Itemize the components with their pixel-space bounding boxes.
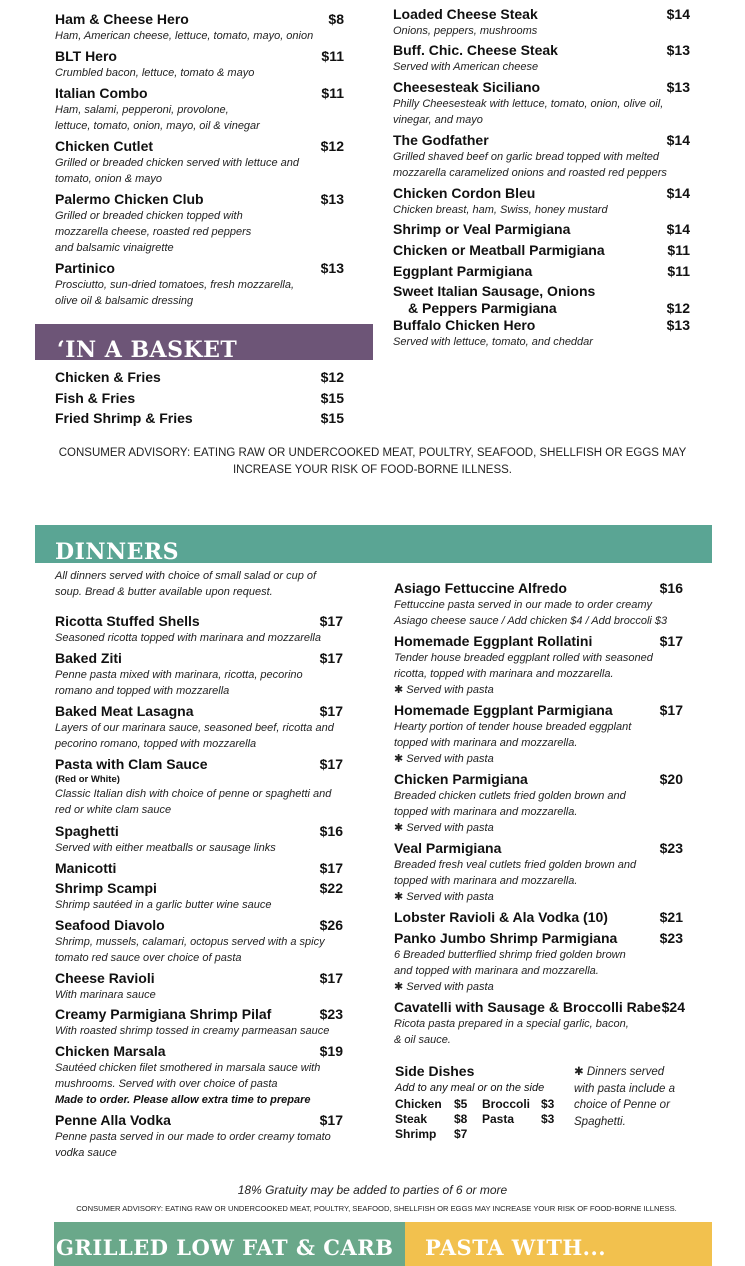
item-price: $16: [659, 580, 683, 596]
side-name: Chicken: [395, 1097, 442, 1111]
note-line: Spaghetti.: [574, 1115, 626, 1128]
item-description: tomato red sauce over choice of pasta: [55, 952, 242, 964]
menu-item: [55, 191, 344, 256]
intro-line: soup. Bread & butter available upon request.: [55, 586, 273, 598]
section-banner-pasta: [405, 1222, 712, 1266]
item-description: pecorino romano, topped with mozzarella: [55, 738, 257, 750]
menu-item: [394, 580, 683, 629]
side-dishes-title: Side Dishes: [395, 1063, 475, 1079]
item-price: $20: [659, 771, 683, 787]
menu-item: [394, 999, 685, 1048]
menu-item: [393, 6, 690, 39]
list-item: [55, 408, 344, 429]
item-price: $11: [667, 263, 690, 279]
item-description: Served with American cheese: [393, 61, 539, 73]
section-title: ‘IN A BASKET: [57, 337, 238, 363]
menu-item: [394, 702, 683, 767]
menu-item: [393, 283, 690, 317]
menu-item: [394, 840, 683, 905]
item-price: $17: [659, 633, 683, 649]
item-price: $11: [321, 48, 344, 64]
menu-item: [55, 11, 344, 44]
item-price: $19: [319, 1043, 343, 1059]
served-with-pasta-note: ✱ Served with pasta: [394, 822, 494, 834]
section-title: DINNERS: [55, 539, 180, 565]
item-description: romano and topped with mozzarella: [55, 685, 230, 697]
menu-item: [393, 263, 690, 280]
item-description: Fettuccine pasta served in our made to order creamy: [394, 599, 653, 611]
served-with-pasta-note: ✱ Served with pasta: [394, 891, 494, 903]
item-name: Manicotti: [55, 860, 117, 876]
item-name: Palermo Chicken Club: [55, 191, 204, 207]
item-description: Served with lettuce, tomato, and cheddar: [393, 336, 593, 348]
item-description: ricotta, topped with marinara and mozzarella.: [394, 668, 614, 680]
menu-item: [55, 970, 343, 1003]
section-title: PASTA WITH...: [425, 1235, 607, 1260]
menu-item: [55, 85, 344, 134]
item-price: $17: [319, 703, 343, 719]
item-bold-note: Made to order. Please allow extra time to prepare: [55, 1094, 311, 1106]
item-description: Seasoned ricotta topped with marinara and mozzarella: [55, 632, 321, 644]
note-line: choice of Penne or: [574, 1099, 670, 1111]
menu-item: [393, 242, 690, 259]
menu-item: [55, 138, 344, 187]
item-description: Breaded fresh veal cutlets fried golden brown and: [394, 859, 637, 871]
menu-item: [55, 860, 343, 877]
side-price: $3: [541, 1112, 555, 1126]
item-name: BLT Hero: [55, 48, 117, 64]
side-name: Steak: [395, 1112, 428, 1126]
item-name: Homemade Eggplant Rollatini: [394, 633, 593, 649]
item-price: $16: [319, 823, 343, 839]
note-line: ✱ Dinners served: [574, 1066, 665, 1078]
item-description: Grilled shaved beef on garlic bread topped with melted: [393, 151, 659, 163]
side-price: $7: [454, 1127, 468, 1141]
item-price: $12: [666, 300, 690, 316]
item-price: $17: [319, 613, 343, 629]
menu-item: [55, 260, 344, 309]
item-description: Penne pasta served in our made to order creamy tomato: [55, 1131, 331, 1143]
item-description: topped with marinara and mozzarella.: [394, 737, 578, 749]
item-description: vinegar, and mayo: [393, 114, 483, 126]
menu-item: [393, 132, 690, 181]
note-line: with pasta include a: [574, 1082, 676, 1095]
item-price: $11: [667, 242, 690, 258]
item-description: Served with either meatballs or sausage links: [55, 842, 276, 854]
item-name: Spaghetti: [55, 823, 119, 839]
menu-item: [55, 703, 343, 752]
menu-item: [55, 823, 343, 856]
menu-item: [55, 917, 343, 966]
item-description: mozzarella cheese, roasted red peppers: [55, 226, 252, 238]
item-description: Breaded chicken cutlets fried golden brown and: [394, 790, 626, 802]
menu-item: [393, 79, 690, 128]
item-description: Ricota pasta prepared in a special garlic, bacon,: [394, 1018, 629, 1030]
item-description: Grilled or breaded chicken served with lettuce and: [55, 157, 299, 169]
item-description: olive oil & balsamic dressing: [55, 295, 194, 307]
item-description: & oil sauce.: [394, 1034, 451, 1046]
item-description: Ham, American cheese, lettuce, tomato, mayo, onion: [55, 30, 314, 42]
item-price: $24: [661, 999, 685, 1015]
item-price: $13: [320, 260, 344, 276]
item-price: $14: [666, 6, 690, 22]
menu-item: [55, 1006, 343, 1039]
side-price: $3: [541, 1097, 555, 1111]
item-price: $12: [320, 138, 344, 154]
item-description: Crumbled bacon, lettuce, tomato & mayo: [55, 67, 255, 79]
served-with-pasta-note: ✱ Served with pasta: [394, 753, 494, 765]
item-name: Chicken & Fries: [55, 369, 161, 385]
item-price: $22: [319, 880, 343, 896]
item-name: Loaded Cheese Steak: [393, 6, 538, 22]
item-name: Panko Jumbo Shrimp Parmigiana: [394, 930, 618, 946]
section-banner-basket: [35, 324, 373, 363]
item-name: Creamy Parmigiana Shrimp Pilaf: [55, 1006, 272, 1022]
consumer-advisory: [30, 445, 715, 479]
item-name: Italian Combo: [55, 85, 148, 101]
item-price: $17: [319, 860, 343, 876]
item-description: Tender house breaded eggplant rolled with seasoned: [394, 652, 653, 664]
item-description: Shrimp sautéed in a garlic butter wine sauce: [55, 899, 272, 911]
item-name: Ricotta Stuffed Shells: [55, 613, 200, 629]
item-description: vodka sauce: [55, 1147, 117, 1159]
list-item: [55, 367, 344, 388]
item-description: Shrimp, mussels, calamari, octopus served with a spicy: [55, 936, 325, 948]
item-name: Fish & Fries: [55, 389, 136, 406]
item-price: $17: [319, 650, 343, 666]
item-name: Shrimp or Veal Parmigiana: [393, 221, 571, 237]
item-price: $26: [319, 917, 343, 933]
item-name: Cavatelli with Sausage & Broccolli Rabe: [394, 999, 661, 1015]
item-name: Fried Shrimp & Fries: [55, 410, 193, 426]
item-name: Buffalo Chicken Hero: [393, 317, 536, 333]
item-description: lettuce, tomato, onion, mayo, oil & vinegar: [55, 120, 260, 132]
basket-list: [55, 367, 344, 429]
item-name: Chicken or Meatball Parmigiana: [393, 242, 605, 258]
item-description: Philly Cheesesteak with lettuce, tomato, onion, olive oil,: [393, 98, 664, 110]
side-name: Broccoli: [482, 1097, 531, 1111]
side-dishes-grid: [395, 1097, 565, 1143]
side-dishes-subtitle: Add to any meal or on the side: [395, 1082, 545, 1094]
item-price: $14: [666, 221, 690, 237]
intro-line: All dinners served with choice of small salad or cup of: [55, 570, 317, 582]
item-name: Asiago Fettuccine Alfredo: [394, 580, 567, 596]
menu-item: [394, 771, 683, 836]
item-description: red or white clam sauce: [55, 804, 172, 816]
item-description: and topped with marinara and mozzarella.: [394, 965, 599, 977]
menu-item: [55, 650, 343, 699]
item-price: $12: [320, 369, 344, 385]
item-name: Buff. Chic. Cheese Steak: [393, 42, 558, 58]
item-price: $15: [320, 410, 344, 426]
item-description: Onions, peppers, mushrooms: [393, 25, 538, 37]
item-name: Chicken Cordon Bleu: [393, 185, 536, 201]
side-name: Pasta: [482, 1112, 515, 1126]
served-with-pasta-note: ✱ Served with pasta: [394, 684, 494, 696]
section-banner-grilled: [54, 1222, 405, 1266]
item-description: With roasted shrimp tossed in creamy parmeasan sauce: [55, 1025, 330, 1037]
item-price: $17: [659, 702, 683, 718]
menu-item: [55, 756, 343, 818]
menu-item: [55, 880, 343, 913]
item-description: Classic Italian dish with choice of penne or spaghetti and: [55, 788, 332, 800]
item-price: $13: [320, 191, 344, 207]
item-price: $14: [666, 132, 690, 148]
item-price: $13: [666, 317, 690, 333]
item-price: $23: [659, 930, 683, 946]
item-description: Hearty portion of tender house breaded eggplant: [394, 721, 632, 733]
item-description: topped with marinara and mozzarella.: [394, 875, 578, 887]
advisory-line: INCREASE YOUR RISK OF FOOD-BORNE ILLNESS.: [232, 464, 513, 476]
item-name: Cheesesteak Siciliano: [393, 79, 541, 95]
item-name: Partinico: [55, 260, 115, 276]
list-item: [55, 388, 344, 409]
pasta-choice-note: [574, 1064, 704, 1130]
menu-item: [394, 633, 683, 698]
side-price: $8: [454, 1112, 468, 1126]
item-note: (Red or White): [55, 774, 120, 785]
menu-item: [394, 930, 683, 995]
item-price: $17: [319, 1112, 343, 1128]
advisory-line: CONSUMER ADVISORY: EATING RAW OR UNDERCOOKED MEAT, POULTRY, SEAFOOD, SHELLFISH OR EGGS MAY: [58, 447, 687, 459]
item-description: and balsamic vinaigrette: [55, 242, 174, 254]
side-price: $5: [454, 1097, 468, 1111]
item-description: Ham, salami, pepperoni, provolone,: [55, 104, 229, 116]
item-description: Prosciutto, sun-dried tomatoes, fresh mozzarella,: [55, 279, 295, 291]
item-description: mozzarella caramelized onions and roasted red peppers: [393, 167, 667, 179]
item-name: Baked Ziti: [55, 650, 122, 666]
item-description: Layers of our marinara sauce, seasoned beef, ricotta and: [55, 722, 334, 734]
item-name: Baked Meat Lasagna: [55, 703, 194, 719]
item-description: 6 Breaded butterflied shrimp fried golden brown: [394, 949, 626, 961]
item-name: Shrimp Scampi: [55, 880, 157, 896]
served-with-pasta-note: ✱ Served with pasta: [394, 981, 494, 993]
item-name: Eggplant Parmigiana: [393, 263, 533, 279]
item-name: Chicken Parmigiana: [394, 771, 528, 787]
side-dishes: [395, 1063, 565, 1143]
item-price: $8: [328, 11, 344, 27]
item-description: topped with marinara and mozzarella.: [394, 806, 578, 818]
item-name: Sweet Italian Sausage, Onions: [393, 283, 596, 299]
menu-item: [393, 42, 690, 75]
item-description: Asiago cheese sauce / Add chicken $4 / Add broccoli $3: [394, 615, 668, 627]
menu-item: [55, 1043, 343, 1108]
gratuity-note: 18% Gratuity may be added to parties of 6 or more: [237, 1183, 508, 1197]
item-name: Penne Alla Vodka: [55, 1112, 171, 1128]
menu-item: [55, 1112, 343, 1161]
item-description: Sautéed chicken filet smothered in marsala sauce with: [55, 1062, 321, 1074]
item-price: $15: [320, 389, 344, 406]
item-name: Lobster Ravioli & Ala Vodka (10): [394, 909, 608, 925]
side-name: Shrimp: [395, 1127, 437, 1141]
item-price: $11: [321, 85, 344, 101]
item-price: $13: [666, 79, 690, 95]
item-price: $23: [319, 1006, 343, 1022]
section-title: GRILLED LOW FAT & CARB: [56, 1235, 394, 1260]
item-description: With marinara sauce: [55, 989, 156, 1001]
item-name-line2: & Peppers Parmigiana: [408, 300, 557, 316]
dinners-intro: [55, 568, 355, 600]
menu-item: [55, 613, 343, 646]
item-name: Homemade Eggplant Parmigiana: [394, 702, 613, 718]
section-banner-dinners: [35, 525, 712, 563]
item-name: Chicken Marsala: [55, 1043, 166, 1059]
item-price: $17: [319, 756, 343, 772]
consumer-advisory-footer: CONSUMER ADVISORY: EATING RAW OR UNDERCOOKED MEAT, POULTRY, SEAFOOD, SHELLFISH OR EGGS MAY INCREASE YOUR RISK OF FOOD-BORNE ILLNESS.: [76, 1204, 677, 1213]
item-price: $14: [666, 185, 690, 201]
menu-item: [55, 48, 344, 81]
item-price: $17: [319, 970, 343, 986]
item-name: Ham & Cheese Hero: [55, 11, 189, 27]
menu-item: [394, 909, 683, 926]
item-price: $21: [659, 909, 683, 925]
item-description: Penne pasta mixed with marinara, ricotta, pecorino: [55, 669, 303, 681]
item-name: Chicken Cutlet: [55, 138, 154, 154]
menu-item: [393, 185, 690, 218]
item-name: Pasta with Clam Sauce: [55, 756, 208, 772]
item-description: mushrooms. Served with over choice of pasta: [55, 1078, 278, 1090]
item-name: Seafood Diavolo: [55, 917, 165, 933]
item-name: Cheese Ravioli: [55, 970, 155, 986]
item-description: Chicken breast, ham, Swiss, honey mustard: [393, 204, 608, 216]
item-name: The Godfather: [393, 132, 489, 148]
item-price: $23: [659, 840, 683, 856]
item-description: tomato, onion & mayo: [55, 173, 163, 185]
item-description: Grilled or breaded chicken topped with: [55, 210, 243, 222]
menu-item: [393, 317, 690, 350]
item-price: $13: [666, 42, 690, 58]
menu-item: [393, 221, 690, 238]
item-name: Veal Parmigiana: [394, 840, 502, 856]
